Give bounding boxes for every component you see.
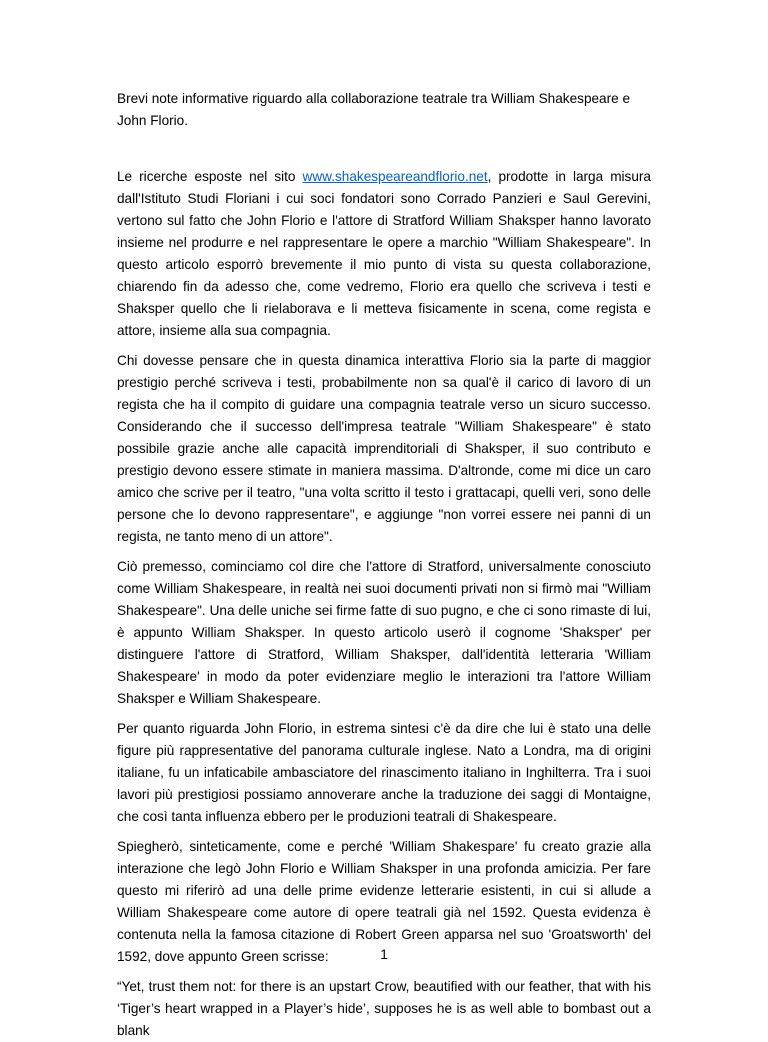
paragraph-spacing <box>117 710 651 718</box>
page-number: 1 <box>380 947 388 962</box>
website-link[interactable]: www.shakespeareandflorio.net <box>302 169 488 184</box>
paragraph-intro-rest: , prodotte in larga misura dall'Istituto Studi Floriani i cui soci fondatori sono Corrado Panzieri e Saul Gerevini, vertono sul fatto che John Florio e l'attore di Stratford William Shaksper hanno lavorato insieme nel produrre e nel rappresentare le opere a marchio "William Shakespeare". In questo articolo esporrò brevemente il mio punto di vista su questa collaborazione, chiarendo fin da adesso che, come vedremo, Florio era quello che scriveva i testi e Shaksper quello che li rielaborava e li metteva fisicamente in scena, come regista e attore, insieme alla sua compagnia. <box>117 169 651 338</box>
paragraph-intro-lead: Le ricerche esposte nel sito <box>117 169 303 184</box>
paragraph-spacing <box>117 548 651 556</box>
paragraph-green-citation: Spiegherò, sinteticamente, come e perché 'William Shakespare' fu creato grazie alla interazione che legò John Florio e William Shaksper in una profonda amicizia. Per fare questo mi riferirò ad una delle prime evidenze letterarie esistenti, in cui si allude a William Shakespeare come autore di opere teatrali già nel 1592. Questa evidenza è contenuta nella la famosa citazione di Robert Green apparsa nel suo 'Groatsworth' del 1592, dove appunto Green scrisse: <box>117 839 651 964</box>
paragraph-director-role: Chi dovesse pensare che in questa dinamica interattiva Florio sia la parte di maggior prestigio perché scriveva i testi, probabilmente non sa qual'è il carico di lavoro di un regista che ha il compito di guidare una compagnia teatrale verso un sicuro successo. Considerando che il successo dell'impresa teatrale "William Shakespeare" è stato possibile grazie anche alle capacità imprenditoriali di Shaksper, il suo contributo e prestigio devono essere stimate in maniera massima. D'altronde, come mi dice un caro amico che scrive per il teatro, "una volta scritto il testo i grattacapi, quelli veri, sono delle persone che lo devono rappresentare", e aggiunge "non vorrei essere nei panni di un regista, ne tanto meno di un attore". <box>117 353 651 544</box>
paragraph-spacing <box>117 828 651 836</box>
document-title: Brevi note informative riguardo alla collaborazione teatrale tra William Shakespeare e John Florio. <box>117 91 631 128</box>
paragraph-spacing <box>117 968 651 976</box>
paragraph-intro <box>117 166 651 342</box>
green-quote: “Yet, trust them not: for there is an upstart Crow, beautified with our feather, that with his ‘Tiger’s heart wrapped in a Player’s hide’, supposes he is as well able to bombast out a blank <box>117 979 651 1038</box>
document-body <box>117 88 651 1042</box>
paragraph-john-florio: Per quanto riguarda John Florio, in estrema sintesi c'è da dire che lui è stato una delle figure più rappresentative del panorama culturale inglese. Nato a Londra, ma di origini italiane, fu un infaticabile ambasciatore del rinascimento italiano in Inghilterra. Tra i suoi lavori più prestigiosi possiamo annoverare anche la traduzione dei saggi di Montaigne, che così tanta influenza ebbero per le produzioni teatrali di Shakespeare. <box>117 721 651 824</box>
paragraph-shaksper-name: Ciò premesso, cominciamo col dire che l'attore di Stratford, universalmente conosciuto come William Shakespeare, in realtà nei suoi documenti privati non si firmò mai "William Shakespeare". Una delle uniche sei firme fatte di suo pugno, e che ci sono rimaste di lui, è appunto William Shaksper. In questo articolo userò il cognome 'Shaksper' per distinguere l'attore di Stratford, William Shaksper, dall'identità letteraria 'William Shakespeare' in modo da poter evidenziare meglio le interazioni tra l'attore William Shaksper e William Shakespeare. <box>117 559 651 706</box>
title-spacing <box>117 132 651 166</box>
paragraph-spacing <box>117 342 651 350</box>
